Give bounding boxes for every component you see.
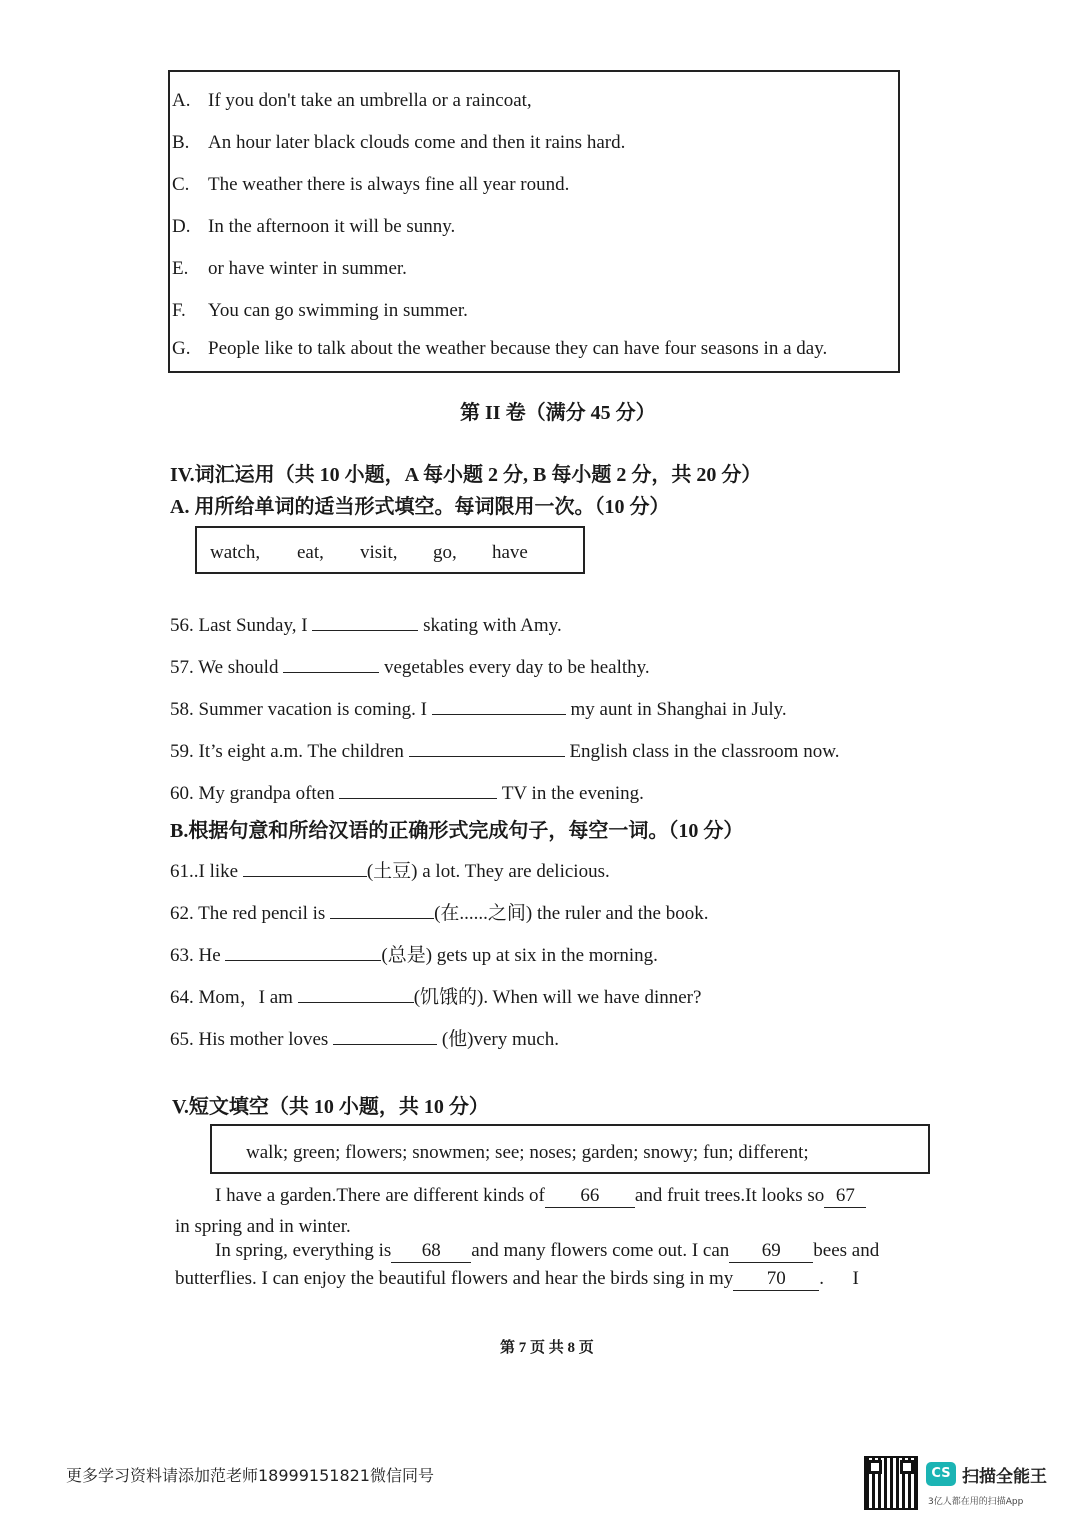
answer-blank[interactable]	[243, 858, 367, 877]
passage-line-4: butterflies. I can enjoy the beautiful flowers and hear the birds sing in my 70 . I	[175, 1268, 859, 1289]
question-57: 57. We should vegetables every day to be healthy.	[170, 654, 650, 679]
page-number: 第 7 页 共 8 页	[500, 1340, 594, 1356]
question-61: 61..I like (土豆) a lot. They are delicious.	[170, 856, 610, 883]
word-bank-item: have	[492, 542, 528, 563]
camscanner-logo-icon: CS	[926, 1462, 956, 1486]
option-g: G. People like to talk about the weather because they can have four seasons in a day.	[172, 338, 828, 359]
blank-69[interactable]: 69	[729, 1240, 813, 1263]
option-c: C. The weather there is always fine all year round.	[172, 174, 570, 195]
blank-66[interactable]: 66	[545, 1185, 635, 1208]
answer-blank[interactable]	[330, 900, 434, 919]
option-e: E. or have winter in summer.	[172, 258, 407, 279]
section-4a-title: A. 用所给单词的适当形式填空。每词限用一次。（10 分）	[170, 496, 670, 518]
scanner-brand: 扫描全能王	[962, 1467, 1047, 1487]
option-a: A. If you don't take an umbrella or a raincoat,	[172, 90, 532, 111]
qr-code-icon	[864, 1456, 918, 1510]
blank-67[interactable]: 67	[824, 1185, 866, 1208]
question-59: 59. It’s eight a.m. The children English class in the classroom now.	[170, 738, 839, 763]
volume-title: 第 II 卷（满分 45 分）	[460, 402, 656, 424]
question-63: 63. He (总是) gets up at six in the morning.	[170, 940, 658, 967]
word-bank-item: eat,	[297, 542, 324, 563]
word-bank-item: visit,	[360, 542, 398, 563]
question-65: 65. His mother loves (他)very much.	[170, 1024, 559, 1051]
options-box	[168, 70, 900, 373]
answer-blank[interactable]	[312, 612, 418, 631]
answer-blank[interactable]	[298, 984, 414, 1003]
blank-70[interactable]: 70	[733, 1268, 819, 1291]
answer-blank[interactable]	[225, 942, 381, 961]
footer-note: 更多学习资料请添加范老师18999151821微信同号	[66, 1466, 434, 1485]
word-bank-list: walk; green; flowers; snowmen; see; noses; garden; snowy; fun; different;	[246, 1142, 809, 1163]
option-f: F. You can go swimming in summer.	[172, 300, 468, 321]
passage-line-2: in spring and in winter.	[175, 1216, 351, 1237]
word-bank-item: watch,	[210, 542, 261, 563]
passage-line-1: I have a garden.There are different kinds of 66 and fruit trees.It looks so 67	[215, 1185, 866, 1208]
question-58: 58. Summer vacation is coming. I my aunt in Shanghai in July.	[170, 696, 787, 721]
word-bank-item: go,	[433, 542, 457, 563]
question-64: 64. Mom，I am (饥饿的). When will we have dinner?	[170, 982, 701, 1009]
answer-blank[interactable]	[339, 780, 497, 799]
word-bank-a	[195, 526, 585, 574]
question-60: 60. My grandpa often TV in the evening.	[170, 780, 644, 805]
answer-blank[interactable]	[333, 1026, 437, 1045]
answer-blank[interactable]	[409, 738, 565, 757]
passage-line-3: In spring, everything is 68 and many flowers come out. I can 69 bees and	[215, 1240, 880, 1261]
blank-68[interactable]: 68	[391, 1240, 471, 1263]
option-d: D. In the afternoon it will be sunny.	[172, 216, 456, 237]
section-4b-title: B.根据句意和所给汉语的正确形式完成句子，每空一词。（10 分）	[170, 820, 744, 842]
answer-blank[interactable]	[283, 654, 379, 673]
option-b: B. An hour later black clouds come and then it rains hard.	[172, 132, 626, 153]
question-56: 56. Last Sunday, I skating with Amy.	[170, 612, 562, 637]
question-62: 62. The red pencil is (在......之间) the ruler and the book.	[170, 898, 708, 925]
answer-blank[interactable]	[432, 696, 566, 715]
section-4-title: IV.词汇运用（共 10 小题，A 每小题 2 分, B 每小题 2 分，共 20 分）	[170, 464, 762, 486]
scanner-tagline: 3亿人都在用的扫描App	[928, 1497, 1024, 1507]
section-5-title: V.短文填空（共 10 小题，共 10 分）	[172, 1096, 489, 1118]
word-bank-b	[210, 1124, 930, 1174]
